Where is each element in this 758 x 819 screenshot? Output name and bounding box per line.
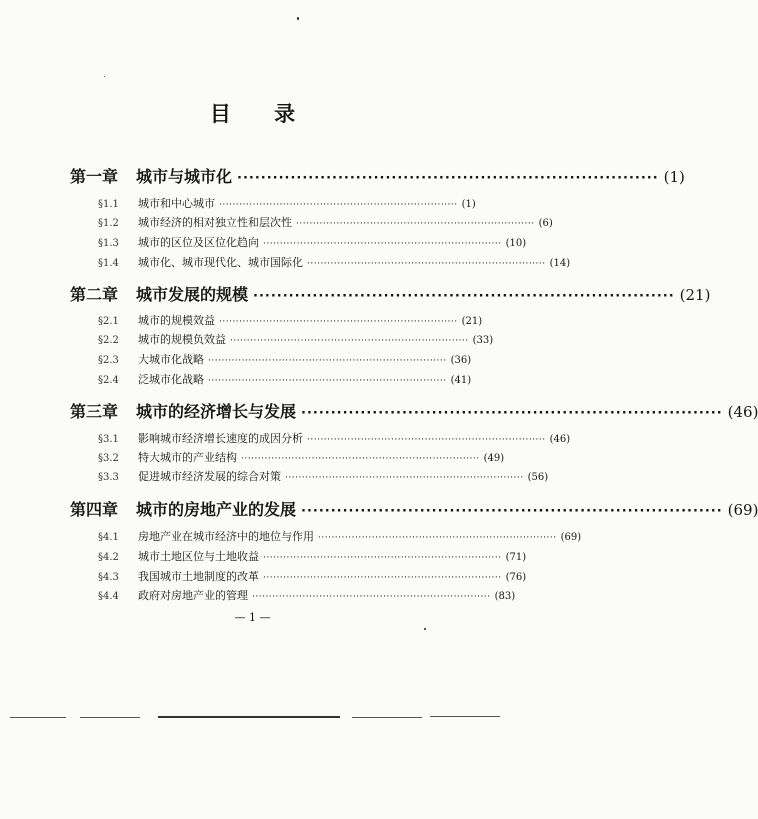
scan-rule-line <box>430 716 500 717</box>
section-page: (49) <box>483 453 505 464</box>
chapter-page: (46) <box>727 403 758 421</box>
section-entry <box>98 449 505 465</box>
section-number: §1.2 <box>98 218 119 229</box>
chapter-number: 第一章 <box>70 167 119 186</box>
chapter-entry <box>70 399 758 422</box>
section-page: (83) <box>494 591 516 602</box>
dot-leader: ······································································· <box>219 317 458 327</box>
section-entry <box>98 468 549 484</box>
section-number: §3.3 <box>98 472 119 483</box>
section-page: (36) <box>450 355 472 366</box>
section-title: 泛城市化战略 <box>138 373 204 386</box>
chapter-title: 城市的经济增长与发展 <box>136 402 297 421</box>
section-entry <box>98 548 527 564</box>
dot-leader: ······································································· <box>252 592 491 602</box>
section-entry <box>98 234 527 250</box>
section-entry <box>98 214 553 230</box>
chapter-title: 城市发展的规模 <box>136 285 249 304</box>
section-title: 我国城市土地制度的改革 <box>138 570 259 583</box>
section-page: (33) <box>472 335 494 346</box>
section-page: (69) <box>560 532 582 543</box>
dot-leader: ······································································· <box>263 573 502 583</box>
section-title: 政府对房地产业的管理 <box>138 589 248 602</box>
section-entry <box>98 430 571 446</box>
chapter-number: 第三章 <box>70 402 119 421</box>
section-entry <box>98 195 476 211</box>
scan-speck <box>297 17 299 20</box>
section-number: §2.3 <box>98 355 119 366</box>
chapter-entry <box>70 282 711 305</box>
scan-rule-line <box>10 717 66 718</box>
dot-leader: ······································································· <box>263 239 502 249</box>
dot-leader: ······································································· <box>208 376 447 386</box>
dot-leader: ······································································· <box>296 219 535 229</box>
section-number: §4.4 <box>98 591 119 602</box>
section-title: 大城市化战略 <box>138 353 204 366</box>
chapter-page: (21) <box>679 286 711 304</box>
section-page: (6) <box>538 218 553 229</box>
section-page: (41) <box>450 375 472 386</box>
section-title: 城市和中心城市 <box>138 197 215 210</box>
scan-rule-line <box>80 717 140 718</box>
dot-leader: ······································································· <box>237 171 659 186</box>
section-entry <box>98 312 483 328</box>
section-entry <box>98 528 582 544</box>
dot-leader: ······································································· <box>253 289 675 304</box>
dot-leader: ······································································· <box>301 504 723 519</box>
section-page: (1) <box>461 199 476 210</box>
page-number: — 1 — <box>234 611 271 624</box>
section-title: 城市的规模效益 <box>138 314 215 327</box>
section-page: (56) <box>527 472 549 483</box>
section-page: (46) <box>549 434 571 445</box>
section-number: §2.1 <box>98 316 119 327</box>
section-entry <box>98 568 527 584</box>
section-number: §4.2 <box>98 552 119 563</box>
section-title: 促进城市经济发展的综合对策 <box>138 470 281 483</box>
dot-leader: ······································································· <box>285 473 524 483</box>
section-page: (71) <box>505 552 527 563</box>
section-title: 城市的规模负效益 <box>138 333 226 346</box>
dot-leader: ······································································· <box>318 533 557 543</box>
chapter-entry <box>70 164 685 187</box>
section-number: §3.2 <box>98 453 119 464</box>
section-number: §3.1 <box>98 434 119 445</box>
section-number: §2.2 <box>98 335 119 346</box>
dot-leader: ······································································· <box>219 200 458 210</box>
dot-leader: ······································································· <box>301 406 723 421</box>
section-title: 城市土地区位与土地收益 <box>138 550 259 563</box>
section-title: 城市经济的相对独立性和层次性 <box>138 216 292 229</box>
section-page: (14) <box>549 258 571 269</box>
chapter-number: 第二章 <box>70 285 119 304</box>
section-entry <box>98 587 516 603</box>
chapter-title: 城市的房地产业的发展 <box>136 500 297 519</box>
section-title: 城市的区位及区位化趋向 <box>138 236 259 249</box>
section-page: (21) <box>461 316 483 327</box>
section-number: §1.1 <box>98 199 119 210</box>
section-number: §1.4 <box>98 258 119 269</box>
section-number: §2.4 <box>98 375 119 386</box>
section-entry <box>98 331 494 347</box>
chapter-entry <box>70 497 758 520</box>
page-title: 目 录 <box>209 102 314 126</box>
section-entry <box>98 254 571 270</box>
dot-leader: ······································································· <box>307 259 546 269</box>
dot-leader: ······································································· <box>208 356 447 366</box>
dot-leader: ······································································· <box>230 336 469 346</box>
scan-speck <box>104 76 105 77</box>
section-title: 房地产业在城市经济中的地位与作用 <box>138 530 314 543</box>
section-page: (76) <box>505 572 527 583</box>
section-entry <box>98 351 472 367</box>
chapter-page: (1) <box>663 168 685 186</box>
section-page: (10) <box>505 238 527 249</box>
scan-rule-line <box>158 716 340 718</box>
section-title: 城市化、城市现代化、城市国际化 <box>138 256 303 269</box>
scan-rule-line <box>352 717 422 718</box>
chapter-page: (69) <box>727 501 758 519</box>
dot-leader: ······································································· <box>241 454 480 464</box>
dot-leader: ······································································· <box>263 553 502 563</box>
section-title: 影响城市经济增长速度的成因分析 <box>138 432 303 445</box>
section-number: §1.3 <box>98 238 119 249</box>
section-number: §4.3 <box>98 572 119 583</box>
dot-leader: ······································································· <box>307 435 546 445</box>
section-number: §4.1 <box>98 532 119 543</box>
scan-speck <box>424 628 426 630</box>
chapter-title: 城市与城市化 <box>136 167 233 186</box>
chapter-number: 第四章 <box>70 500 119 519</box>
section-entry <box>98 371 472 387</box>
section-title: 特大城市的产业结构 <box>138 451 237 464</box>
